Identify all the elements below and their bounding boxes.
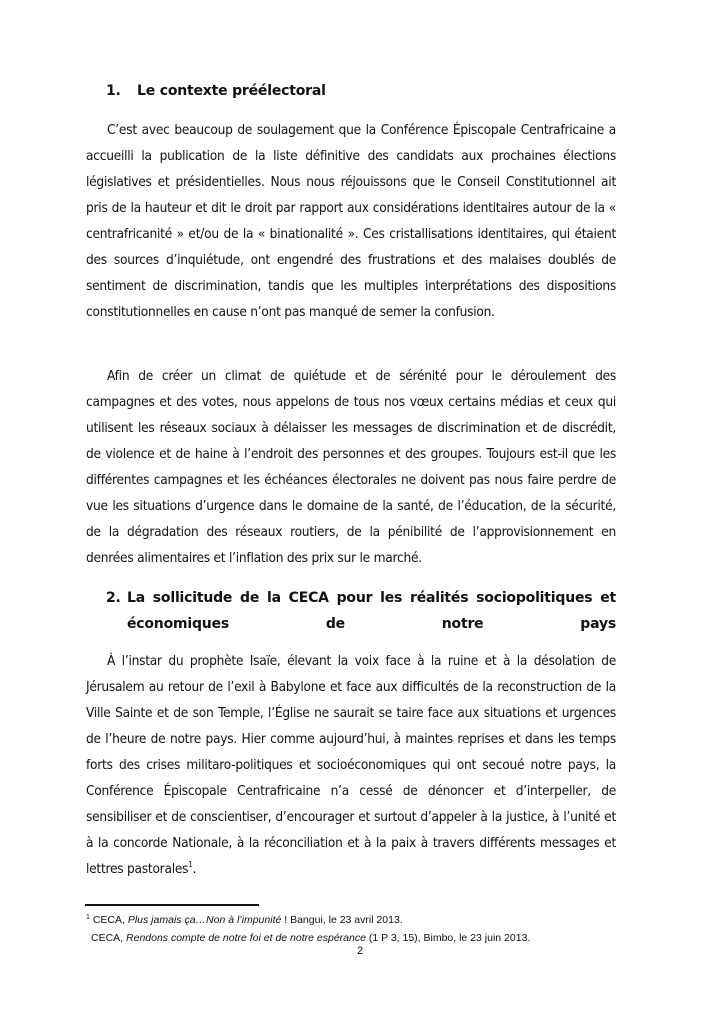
paragraph-text: Afin de créer un climat de quiétude et de sérénité pour le déroulement des campagnes et des votes, nous appelons de tous nos vœux certains médias et ceux qui utilisent les réseaux sociaux à délaisser les messages de discrimination et de discrédit, de violence et de haine à l’endroit des personnes et des groupes. Toujours est-il que les différentes campagnes et les échéances électorales ne doivent pas nous faire perdre de vue les situations d’urgence dans le domaine de la santé, de l’éducation, de la sécurité, de la dégradation des réseaux routiers, de la pénibilité de l’approvisionnement en denrées alimentaires et l’inflation des prix sur le marché. — [86, 368, 616, 566]
paragraph-text: C’est avec beaucoup de soulagement que la Conférence Épiscopale Centrafricaine a accueilli la publication de la liste définitive des candidats aux prochaines élections législatives et présidentielles. Nous nous réjouissons que le Conseil Constitutionnel ait pris de la hauteur et dit le droit par rapport aux considérations identitaires autour de la « centrafricanité » et/ou de la « binationalité ». Ces cristallisations identitaires, qui étaient des sources d’inquiétude, ont engendré des frustrations et des malaises doublés de sentiment de discrimination, tandis que les multiples interprétations des dispositions constitutionnelles en cause n’ont pas manqué de semer la confusion. — [86, 122, 616, 320]
section-2-number: 2. — [106, 590, 121, 606]
paragraph-end: . — [192, 861, 197, 877]
section-2-title: La sollicitude de la CECA pour les réalités sociopolitiques et économiques de notre pays — [127, 590, 616, 632]
paragraph-wrapper — [86, 648, 616, 882]
section-1-title: Le contexte préélectoral — [137, 83, 326, 99]
footnote-title: Plus jamais ça…Non à l’impunité — [127, 914, 282, 926]
page-number: 2 — [356, 945, 364, 957]
paragraph-text: À l’instar du prophète Isaïe, élevant la voix face à la ruine et à la désolation de Jérusalem au retour de l’exil à Babylone et face aux difficultés de la reconstruction de la Ville Sainte et de son Temple, l’Église ne saurait se taire face aux situations et urgences de l’heure de notre pays. Hier comme aujourd’hui, à maintes reprises et dans les temps forts des crises militaro-politiques et socioéconomiques qui ont secoué notre pays, la Conférence Épiscopale Centrafricaine n’a cessé de dénoncer et d’interpeller, de sensibiliser et de conscientiser, d’encourager et surtout d’appeler à la justice, à l’unité et à la concorde Nationale, à la réconciliation et à la paix à travers différents messages et lettres pastorales — [86, 653, 616, 877]
footnote-reference[interactable]: 1 — [188, 860, 193, 869]
footnote-1 — [86, 909, 646, 929]
section-1-paragraph-1 — [86, 117, 616, 325]
footnote-marker: 1 — [86, 914, 90, 921]
section-1-number: 1. — [106, 83, 121, 99]
section-2-paragraph — [86, 648, 616, 882]
section-1-paragraph-2 — [86, 363, 616, 571]
footnote-author: CECA, — [92, 914, 128, 926]
section-1-heading — [106, 78, 326, 104]
footnote-rest: ! Bangui, le 23 avril 2013. — [281, 914, 403, 926]
footnote-rest: (1 P 3, 15), Bimbo, le 23 juin 2013. — [365, 932, 531, 944]
footnote-separator — [85, 904, 259, 906]
footnotes — [86, 909, 646, 947]
footnote-title: Rendons compte de notre foi et de notre espérance — [126, 932, 366, 944]
footnote-author: CECA, — [91, 932, 127, 944]
